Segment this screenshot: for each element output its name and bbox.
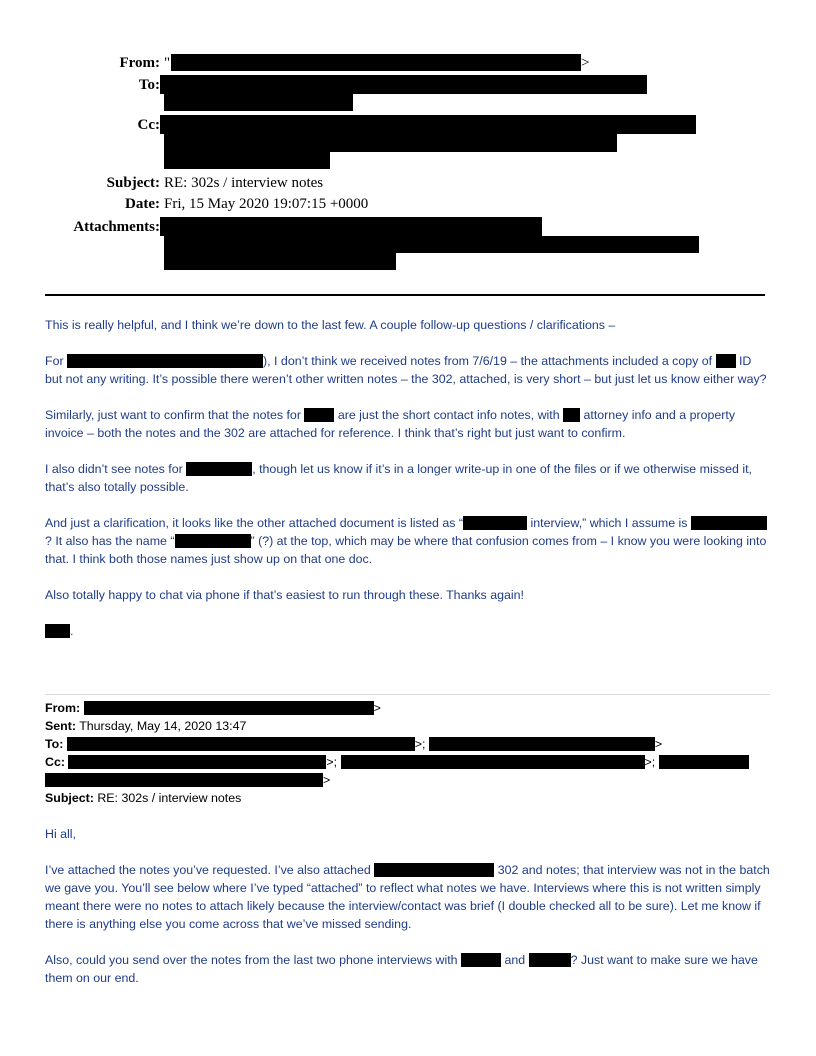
- fwd-from-label: From:: [45, 701, 81, 715]
- paragraph-2: [45, 352, 770, 388]
- paragraph-5: [45, 514, 770, 568]
- redaction-fwd-p2-1: [461, 953, 501, 967]
- redaction-p4-name: [186, 462, 252, 476]
- forward-divider: [45, 694, 770, 695]
- p5-text-a: And just a clarification, it looks like the other attached document is listed as “: [45, 516, 464, 530]
- redaction-signature: [45, 624, 70, 638]
- redaction-p3-owner: [563, 408, 580, 422]
- p2-text-c: ID but not any writing. It’s possible there weren’t other written notes – the 302, attached, is very short – but just let us know either way?: [45, 354, 767, 386]
- redaction-fwd-p2-2: [529, 953, 571, 967]
- from-quote: ": [164, 55, 171, 71]
- fwd-to-suffix: >: [654, 737, 663, 751]
- p6-text: Also totally happy to chat via phone if that’s easiest to run through these. Thanks again!: [45, 588, 524, 602]
- fwd-subject-value: RE: 302s / interview notes: [97, 791, 242, 805]
- to-label: To:: [138, 77, 160, 93]
- redaction-p5-name: [175, 534, 251, 548]
- cc-label: Cc:: [137, 117, 160, 133]
- date-label: Date:: [125, 196, 160, 212]
- redaction-fwd-cc-2: [341, 755, 645, 769]
- fwd-p2-text-a: Also, could you send over the notes from the last two phone interviews with: [45, 953, 461, 967]
- subject-label: Subject:: [106, 175, 160, 191]
- p4-text-a: I also didn’t see notes for: [45, 462, 187, 476]
- redaction-p5-assumed: [691, 516, 767, 530]
- fwd-to-label: To:: [45, 737, 64, 751]
- header-divider: [45, 294, 765, 296]
- redaction-attach-3: [164, 253, 396, 270]
- fwd-p1-text-b: 302 and notes; that interview was not in the batch we gave you. You’ll see below where I’ve typed “attached” to reflect what notes we have. Interviews where this is not written simply meant there were no notes to attach likely because the interview/contact was brief (I double checked all to be sure). Let me know if there is anything else you come across that we’ve missed sending.: [45, 863, 770, 931]
- redaction-fwd-to-1: [67, 737, 415, 751]
- fwd-cc-line: [45, 753, 770, 771]
- redaction-p2-owner: [716, 354, 736, 368]
- redaction-to-2: [164, 94, 353, 111]
- redaction-fwd-from: [84, 701, 374, 715]
- fwd-greeting: Hi all,: [45, 827, 76, 841]
- from-suffix: >: [581, 55, 590, 71]
- redaction-cc-2: [164, 134, 617, 152]
- redaction-from: [171, 54, 581, 71]
- redaction-p3-name: [304, 408, 334, 422]
- signature: [45, 622, 770, 640]
- redaction-attach-2: [164, 236, 699, 253]
- p3-text-b: are just the short contact info notes, with: [334, 408, 564, 422]
- fwd-cc-line-2: [45, 771, 770, 789]
- p4-text-b: , though let us know if it’s in a longer write-up in one of the files or if we otherwise missed it, that’s also totally possible.: [45, 462, 752, 494]
- redaction-to-1: [160, 75, 647, 94]
- fwd-sent-label: Sent:: [45, 719, 76, 733]
- redaction-fwd-cc-1: [68, 755, 326, 769]
- fwd-cc-suffix: >: [323, 773, 331, 787]
- fwd-cc-sep2: >;: [644, 755, 659, 769]
- redaction-attach-1: [160, 217, 542, 236]
- fwd-to-line: [45, 735, 770, 753]
- redaction-fwd-cc-3: [659, 755, 749, 769]
- fwd-p2-text-c: ? Just want to make sure we have them on our end.: [45, 953, 758, 985]
- signature-suffix: .: [70, 624, 74, 638]
- attachments-label: Attachments:: [73, 219, 160, 235]
- fwd-from-suffix: >: [373, 701, 381, 715]
- subject-value: RE: 302s / interview notes: [164, 175, 324, 191]
- fwd-sent-line: [45, 717, 770, 735]
- paragraph-1: [45, 316, 770, 334]
- forwarded-message: [45, 699, 770, 807]
- fwd-sent-value: Thursday, May 14, 2020 13:47: [79, 719, 247, 733]
- p3-text-c: attorney info and a property invoice – both the notes and the 302 are attached for reference. I think that’s right but just want to confirm.: [45, 408, 736, 440]
- fwd-paragraph-1: [45, 861, 770, 933]
- redaction-fwd-cc-4: [45, 773, 323, 787]
- paragraph-3: [45, 406, 770, 442]
- forwarded-body: [45, 825, 770, 987]
- redaction-p2-name: [67, 354, 263, 368]
- p5-text-c: ? It also has the name “: [45, 534, 175, 548]
- redaction-p5-doc: [463, 516, 527, 530]
- p5-text-b: interview,” which I assume is: [527, 516, 691, 530]
- fwd-subject-line: [45, 789, 770, 807]
- fwd-p1-text-a: I’ve attached the notes you’ve requested. I’ve also attached: [45, 863, 375, 877]
- fwd-from-line: [45, 699, 770, 717]
- fwd-subject-label: Subject:: [45, 791, 94, 805]
- fwd-p2-text-b: and: [501, 953, 529, 967]
- fwd-cc-label: Cc:: [45, 755, 65, 769]
- p1-text: This is really helpful, and I think we’re down to the last few. A couple follow-up questions / clarifications –: [45, 318, 616, 332]
- fwd-cc-sep1: >;: [326, 755, 341, 769]
- from-label: From:: [119, 55, 160, 71]
- paragraph-6: [45, 586, 770, 604]
- redaction-fwd-p1: [374, 863, 494, 877]
- redaction-fwd-to-2: [429, 737, 655, 751]
- fwd-to-sep: >;: [414, 737, 429, 751]
- p3-text-a: Similarly, just want to confirm that the notes for: [45, 408, 305, 422]
- p5-text-d: ” (?) at the top, which may be where that confusion comes from – I know you were looking into that. I think both those names just show up on that one doc.: [45, 534, 767, 566]
- paragraph-4: [45, 460, 770, 496]
- message-body: [45, 316, 770, 640]
- p2-text-a: For: [45, 354, 68, 368]
- p2-text-b: ), I don’t think we received notes from 7/6/19 – the attachments included a copy of: [263, 354, 716, 368]
- fwd-paragraph-2: [45, 951, 770, 987]
- redaction-cc-3: [164, 152, 330, 169]
- redaction-cc-1: [160, 115, 696, 134]
- date-value: Fri, 15 May 2020 19:07:15 +0000: [164, 196, 369, 212]
